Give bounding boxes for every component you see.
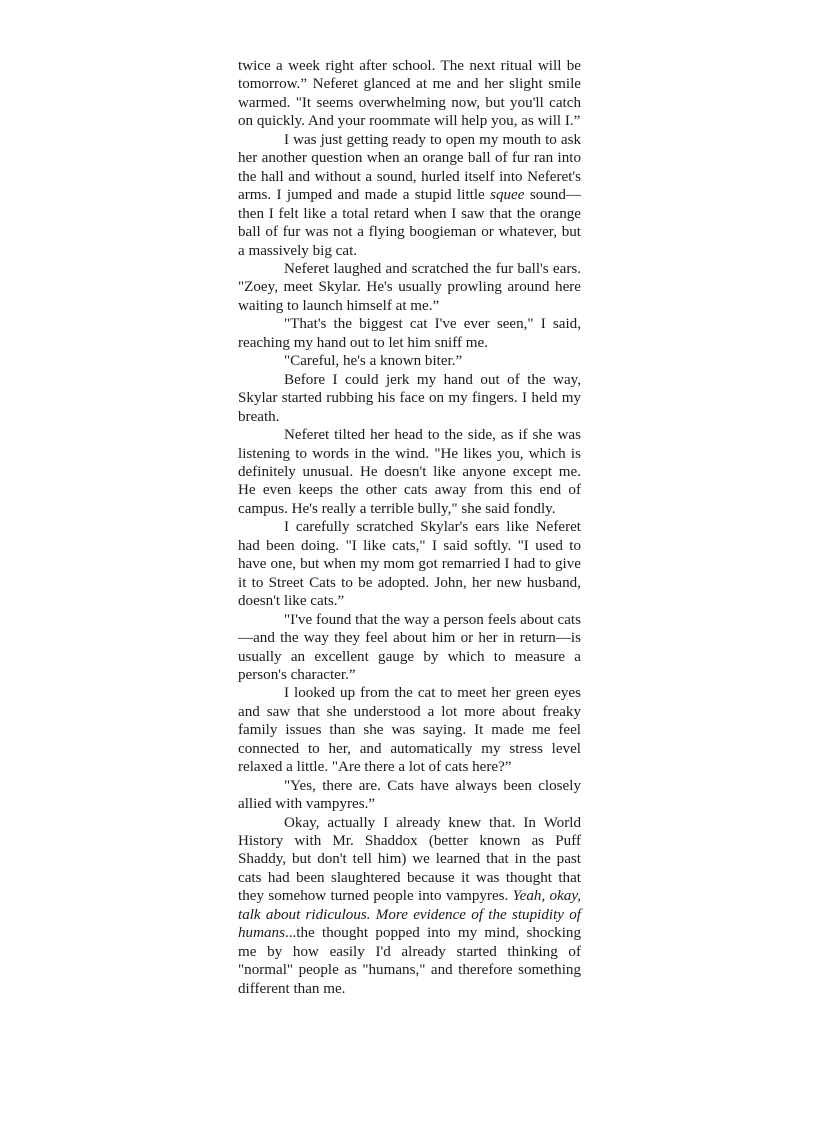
text-run: "Careful, he's a known biter.” xyxy=(284,353,463,370)
text-run: Before I could jerk my hand out of the way, Skylar started rubbing his face on my fingers. I held my breath. xyxy=(238,371,581,425)
paragraph xyxy=(238,814,581,999)
text-run: twice a week right after school. The next ritual will be tomorrow.” Neferet glanced at me and her slight smile warmed. "It seems overwhelming now, but you'll catch on quickly. And your roommate will help you, as will I.” xyxy=(238,58,581,130)
paragraph xyxy=(238,426,581,518)
paragraph xyxy=(238,684,581,776)
paragraph xyxy=(238,777,581,814)
paragraph xyxy=(238,315,581,352)
text-run: Neferet laughed and scratched the fur ball's ears. "Zoey, meet Skylar. He's usually prowling around here waiting to launch himself at me.” xyxy=(238,260,581,314)
italic-text-run: squee xyxy=(490,187,525,204)
text-run: I looked up from the cat to meet her green eyes and saw that she understood a lot more about freaky family issues than she was saying. It made me feel connected to her, and automatically my stress level relaxed a little. "Are there a lot of cats here?” xyxy=(238,685,581,776)
text-run: I carefully scratched Skylar's ears like Neferet had been doing. "I like cats," I said softly. "I used to have one, but when my mom got remarried I had to give it to Street Cats to be adopted. John, her new husband, doesn't like cats.” xyxy=(238,519,581,610)
paragraph xyxy=(238,131,581,260)
italic-text-run: Yeah, okay, talk about ridiculous. More evidence of the stupidity of humans xyxy=(238,888,581,942)
body-text xyxy=(238,57,581,998)
text-run: "That's the biggest cat I've ever seen," I said, reaching my hand out to let him sniff me. xyxy=(238,316,581,351)
text-run: Okay, actually I already knew that. In World History with Mr. Shaddox (better known as Puff Shaddy, but don't tell him) we learned that in the past cats had been slaughtered because it was thought that they somehow turned people into vampyres. xyxy=(238,814,581,905)
paragraph xyxy=(238,352,581,370)
text-run: I was just getting ready to open my mouth to ask her another question when an orange ball of fur ran into the hall and without a sound, hurled itself into Neferet's arms. I jumped and made a stupid little xyxy=(238,131,581,204)
text-run: sound—then I felt like a total retard when I saw that the orange ball of fur was not a flying boogieman or whatever, but a massively big cat. xyxy=(238,187,581,259)
paragraph xyxy=(238,260,581,315)
text-run: Neferet tilted her head to the side, as if she was listening to words in the wind. "He likes you, which is definitely unusual. He doesn't like anyone except me. He even keeps the other cats away from this end of campus. He's really a terrible bully," she said fondly. xyxy=(238,427,581,517)
text-run: ...the thought popped into my mind, shocking me by how easily I'd already started thinking of "normal" people as "humans," and therefore something different than me. xyxy=(238,925,581,997)
paragraph xyxy=(238,57,581,131)
text-run: "I've found that the way a person feels about cats—and the way they feel about him or her in return—is usually an excellent gauge by which to measure a person's character.” xyxy=(238,611,581,683)
paragraph xyxy=(238,611,581,685)
paragraph xyxy=(238,371,581,426)
paragraph xyxy=(238,518,581,610)
text-run: "Yes, there are. Cats have always been closely allied with vampyres.” xyxy=(238,777,581,813)
